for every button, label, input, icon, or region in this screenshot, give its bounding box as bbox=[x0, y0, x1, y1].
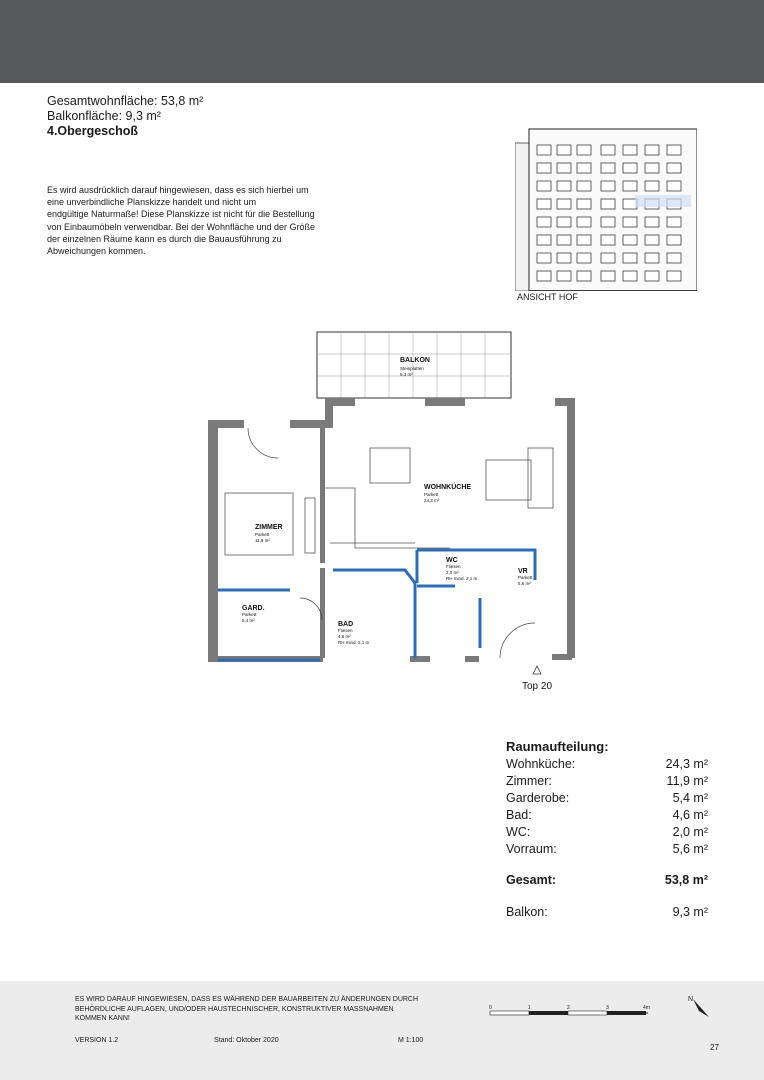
unit-label: Top 20 bbox=[522, 681, 553, 692]
disclaimer-line: Es wird ausdrücklich darauf hingewiesen, dass es sich hierbei um bbox=[47, 185, 309, 195]
room-wc: WC bbox=[446, 557, 458, 564]
elevation-window bbox=[601, 181, 615, 191]
total-row bbox=[506, 872, 708, 889]
elevation-window bbox=[577, 235, 591, 245]
room-row bbox=[506, 790, 708, 807]
room-zimmer: ZIMMER bbox=[255, 524, 283, 531]
elevation-window bbox=[577, 271, 591, 281]
elevation-window bbox=[601, 163, 615, 173]
room-row-label: Wohnküche: bbox=[506, 757, 576, 771]
elevation-window bbox=[667, 181, 681, 191]
elevation-caption: ANSICHT HOF bbox=[517, 292, 578, 302]
elevation-window bbox=[557, 253, 571, 263]
room-vr-floor: Parkett bbox=[518, 575, 533, 580]
elevation-window bbox=[645, 145, 659, 155]
elevation-window bbox=[667, 235, 681, 245]
balcony bbox=[317, 332, 511, 398]
scale-tick: 0 bbox=[489, 1005, 492, 1011]
footer-note-line: BEHÖRDLICHE AUFLAGEN, UND/ODER HAUSTECHNISCHER, KONSTRUKTIVER MASSNAHMEN bbox=[75, 1005, 394, 1013]
room-row-label: Bad: bbox=[506, 808, 532, 822]
elevation-window bbox=[645, 271, 659, 281]
room-wohnkueche-area: 24,3 m² bbox=[424, 498, 440, 503]
room-row-value: 5,6 m² bbox=[672, 842, 708, 856]
area-summary bbox=[47, 94, 203, 139]
floor-label: 4.Obergeschoß bbox=[47, 124, 138, 138]
footer-note-line: KOMMEN KANN! bbox=[75, 1015, 130, 1022]
room-row-value: 24,3 m² bbox=[665, 757, 708, 771]
room-balkon-area: 9,3 m² bbox=[400, 372, 413, 377]
room-wohnkueche: WOHNKÜCHE bbox=[424, 484, 472, 491]
room-row-value: 11,9 m² bbox=[666, 774, 708, 788]
elevation-window bbox=[623, 181, 637, 191]
balcony-row bbox=[506, 904, 708, 921]
scale-tick: 3 bbox=[606, 1005, 609, 1011]
elevation-window bbox=[557, 217, 571, 227]
elevation-window bbox=[577, 163, 591, 173]
room-row-value: 2,0 m² bbox=[672, 825, 708, 839]
elevation-window bbox=[667, 271, 681, 281]
elevation-window bbox=[577, 253, 591, 263]
elevation-window bbox=[557, 199, 571, 209]
page-number: 27 bbox=[710, 1043, 719, 1052]
scale-bar bbox=[488, 1001, 658, 1021]
elevation-window bbox=[557, 181, 571, 191]
elevation-window bbox=[577, 181, 591, 191]
elevation-window bbox=[537, 163, 551, 173]
furniture bbox=[225, 448, 553, 555]
footer bbox=[0, 981, 764, 1080]
elevation-window bbox=[601, 217, 615, 227]
disclaimer bbox=[47, 184, 347, 257]
elevation-window bbox=[667, 145, 681, 155]
entrance-marker bbox=[533, 666, 541, 674]
elevation-window bbox=[645, 181, 659, 191]
elevation-window bbox=[557, 271, 571, 281]
room-breakdown bbox=[506, 739, 708, 921]
elevation-window bbox=[623, 235, 637, 245]
disclaimer-line: der einzelnen Räume kann es durch die Bauausführung zu bbox=[47, 233, 282, 244]
scale-tick: 2 bbox=[567, 1005, 570, 1011]
room-row-value: 5,4 m² bbox=[672, 791, 708, 805]
elevation-window bbox=[667, 163, 681, 173]
elevation-window bbox=[601, 235, 615, 245]
building-elevation bbox=[515, 123, 697, 291]
room-gard-floor: Parkett bbox=[242, 612, 257, 617]
elevation-window bbox=[537, 217, 551, 227]
room-bad-height: RH mind. 2,1 m bbox=[338, 640, 370, 645]
room-zimmer-floor: Parkett bbox=[255, 532, 270, 537]
scale-label: M 1:100 bbox=[398, 1037, 424, 1044]
elevation-window bbox=[557, 163, 571, 173]
elevation-window bbox=[623, 145, 637, 155]
room-gard: GARD. bbox=[242, 605, 265, 612]
room-row-value: 4,6 m² bbox=[672, 808, 708, 822]
room-wc-height: RH mind. 2,1 m bbox=[446, 576, 478, 581]
room-bad: BAD bbox=[338, 621, 354, 628]
room-zimmer-area: 11,9 m² bbox=[255, 538, 270, 543]
date-label: Stand: Oktober 2020 bbox=[214, 1037, 279, 1044]
elevation-window bbox=[577, 217, 591, 227]
elevation-window bbox=[645, 235, 659, 245]
disclaimer-line: eine unverbindliche Planskizze handelt und nicht um bbox=[47, 197, 257, 208]
elevation-window bbox=[537, 271, 551, 281]
elevation-window bbox=[537, 253, 551, 263]
version-label: VERSION 1.2 bbox=[75, 1037, 119, 1044]
room-wc-area: 2,0 m² bbox=[446, 570, 459, 575]
elevation-window bbox=[577, 199, 591, 209]
elevation-window bbox=[623, 271, 637, 281]
elevation-window bbox=[623, 253, 637, 263]
elevation-window bbox=[623, 163, 637, 173]
room-wohnkueche-floor: Parkett bbox=[424, 492, 439, 497]
room-breakdown-heading: Raumaufteilung: bbox=[506, 739, 609, 754]
room-row-label: WC: bbox=[506, 825, 531, 839]
elevation-window bbox=[537, 235, 551, 245]
elevation-window bbox=[537, 181, 551, 191]
balcony-area: Balkonfläche: 9,3 m² bbox=[47, 109, 161, 123]
elevation-window bbox=[601, 253, 615, 263]
total-value: 53,8 m² bbox=[664, 873, 708, 887]
total-label: Gesamt: bbox=[506, 873, 557, 887]
room-vr-area: 5,6 m² bbox=[518, 581, 531, 586]
disclaimer-line: von Einbaumöbeln verwendbar. Bei der Wohnfläche und der Größe bbox=[47, 221, 315, 232]
elevation-window bbox=[577, 145, 591, 155]
room-row bbox=[506, 841, 708, 858]
room-row-label: Vorraum: bbox=[506, 842, 557, 856]
room-row-label: Garderobe: bbox=[506, 791, 570, 805]
elevation-window bbox=[667, 217, 681, 227]
disclaimer-line: Abweichungen kommen. bbox=[47, 246, 146, 257]
footer-note-line: ES WIRD DARAUF HINGEWIESEN, DASS ES WÄHREND DER BAUARBEITEN ZU ÄNDERUNGEN DURCH bbox=[75, 996, 419, 1003]
balcony-label: Balkon: bbox=[506, 905, 548, 919]
scale-tick: 4m bbox=[643, 1005, 650, 1011]
north-label: N bbox=[688, 996, 694, 1003]
elevation-window bbox=[601, 199, 615, 209]
wet-room-walls bbox=[218, 550, 535, 660]
header-bar bbox=[0, 0, 764, 83]
elevation-window bbox=[537, 145, 551, 155]
elevation-window bbox=[645, 217, 659, 227]
elevation-window bbox=[623, 217, 637, 227]
room-bad-area: 4,6 m² bbox=[338, 634, 351, 639]
unit-highlight bbox=[635, 195, 691, 207]
room-row bbox=[506, 756, 708, 773]
room-row-label: Zimmer: bbox=[506, 774, 552, 788]
disclaimer-line: endgültige Naturmaße! Diese Planskizze ist nicht für die Bestellung bbox=[47, 209, 315, 220]
room-gard-area: 5,4 m² bbox=[242, 618, 255, 623]
balcony-value: 9,3 m² bbox=[672, 905, 708, 919]
elevation-window bbox=[601, 145, 615, 155]
floor-plan bbox=[200, 328, 580, 698]
room-bad-floor: Fliesen bbox=[338, 628, 353, 633]
room-row bbox=[506, 824, 708, 841]
footer-note bbox=[75, 995, 435, 1024]
room-vr: VR bbox=[518, 568, 528, 575]
elevation-window bbox=[623, 199, 637, 209]
north-arrow-icon bbox=[685, 993, 715, 1023]
elevation-window bbox=[667, 253, 681, 263]
elevation-window bbox=[557, 235, 571, 245]
room-row bbox=[506, 773, 708, 790]
room-balkon: BALKON bbox=[400, 357, 430, 364]
room-wc-floor: Fliesen bbox=[446, 564, 461, 569]
total-living-area: Gesamtwohnfläche: 53,8 m² bbox=[47, 94, 204, 108]
elevation-window bbox=[645, 163, 659, 173]
elevation-window bbox=[537, 199, 551, 209]
scale-tick: 1 bbox=[528, 1005, 531, 1011]
elevation-window bbox=[645, 253, 659, 263]
room-balkon-floor: Steinplatten bbox=[400, 366, 424, 371]
elevation-window bbox=[601, 271, 615, 281]
elevation-window bbox=[557, 145, 571, 155]
room-row bbox=[506, 807, 708, 824]
